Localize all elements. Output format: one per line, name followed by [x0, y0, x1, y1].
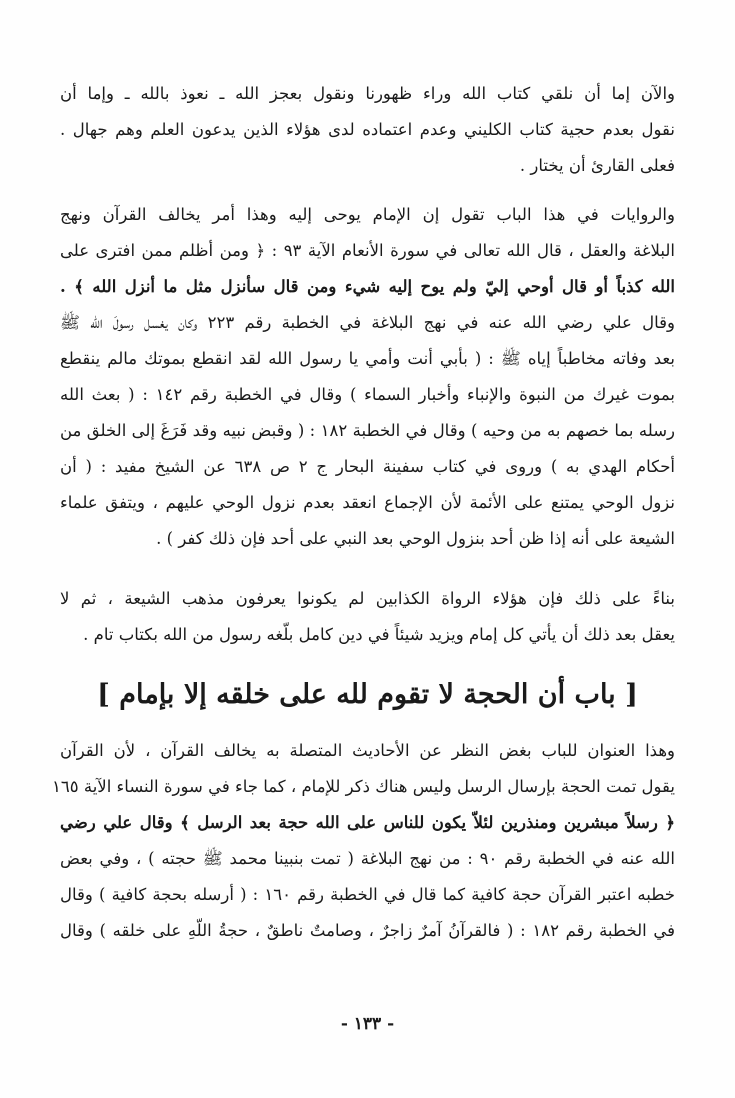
- text-line: بموت غيرك من النبوة والإنباء وأخبار السماء ) وقال في الخطبة رقم ١٤٢ : ( بعث الله: [60, 385, 675, 404]
- text-line: البلاغة والعقل ، قال الله تعالى في سورة الأنعام الآية ٩٣ : ﴿ ومن أظلم ممن افترى على: [60, 241, 675, 260]
- quran-verse-line: ﴿ رسلاً مبشرين ومنذرين لئلاّ يكون للناس على الله حجة بعد الرسل ﴾ وقال علي رضي: [60, 813, 675, 832]
- paragraph-proof-chapter: [52, 733, 675, 949]
- text-line: أحكام الهدي به ) وروى في كتاب سفينة البحار ج ٢ ص ٦٣٨ عن الشيخ مفيد : ( أن: [60, 457, 675, 476]
- quran-verse-line: الله كذباً أو قال أوحي إليّ ولم يوح إليه شيء ومن قال سأنزل مثل ما أنزل الله ﴾ .: [60, 277, 675, 296]
- text-line: والآن إما أن نلقي كتاب الله وراء ظهورنا ونقول بعجز الله ـ نعوذ بالله ـ وإما أن: [60, 84, 675, 103]
- paragraph-revelation-narrations: [60, 197, 675, 557]
- text-line: في الخطبة رقم ١٨٢ : ( فالقرآنُ آمرٌ زاجرٌ ، وصامتٌ ناطقٌ ، حجةُ اللّهِ على خلقه ) وقال: [60, 921, 675, 940]
- text-line: يعقل بعد ذلك أن يأتي كل إمام ويزيد شيئاً في دين كامل بلّغه رسول من الله بكتاب تام .: [83, 625, 675, 644]
- paragraph-kulayni-authority: [60, 76, 675, 184]
- text-line: وهذا العنوان للباب بغض النظر عن الأحاديث المتصلة به يخالف القرآن ، لأن القرآن: [60, 741, 675, 760]
- chapter-heading: [ باب أن الحجة لا تقوم لله على خلقه إلا بإمام ]: [97, 679, 638, 710]
- text-line: يقول تمت الحجة بإرسال الرسل وليس هناك ذكر للإمام ، كما جاء في سورة النساء الآية ١٦٥: [52, 777, 675, 796]
- text-line: وقال علي رضي الله عنه في نهج البلاغة في الخطبة رقم ٢٢٣ وكان يغسل رسولَ الله ﷺ: [60, 313, 676, 332]
- text-line: خطبه اعتبر القرآن حجة كافية كما قال في الخطبة رقم ١٦٠ : ( أرسله بحجة كافية ) وقال: [60, 885, 675, 904]
- text-line: نزول الوحي يمتنع على الأئمة لأن الإجماع انعقد بعدم نزول الوحي عليهم ، ويتفق علماء: [60, 493, 675, 512]
- text-line: الله عنه في الخطبة رقم ٩٠ : من نهج البلاغة ( تمت بنبينا محمد ﷺ حجته ) ، وفي بعض: [60, 849, 675, 868]
- text-line: نقول بعدم حجية كتاب الكليني وعدم اعتماده لدى هؤلاء الذين يدعون العلم وهم جهال .: [60, 120, 675, 139]
- text-line: الشيعة على أنه إذا ظن أحد بنزول الوحي بعد النبي على أحد فإن ذلك كفر ) .: [156, 529, 675, 548]
- text-line: والروايات في هذا الباب تقول إن الإمام يوحى إليه وهذا أمر يخالف القرآن ونهج: [60, 205, 675, 224]
- paragraph-conclusion: [60, 581, 675, 653]
- text-line: رسله بما خصهم به من وحيه ) وقال في الخطبة ١٨٢ : ( وقبض نبيه وقد فَرَغَ إلى الخلق من: [60, 421, 675, 440]
- page-number: - ١٣٣ -: [340, 1014, 395, 1034]
- text-line: بناءً على ذلك فإن هؤلاء الرواة الكذابين لم يكونوا يعرفون مذهب الشيعة ، ثم لا: [60, 589, 675, 608]
- text-line: بعد وفاته مخاطباً إياه ﷺ : ( بأبي أنت وأمي يا رسول الله لقد انقطع بموتك مالم ينقطع: [60, 349, 675, 368]
- text-line: فعلى القارئ أن يختار .: [519, 156, 675, 175]
